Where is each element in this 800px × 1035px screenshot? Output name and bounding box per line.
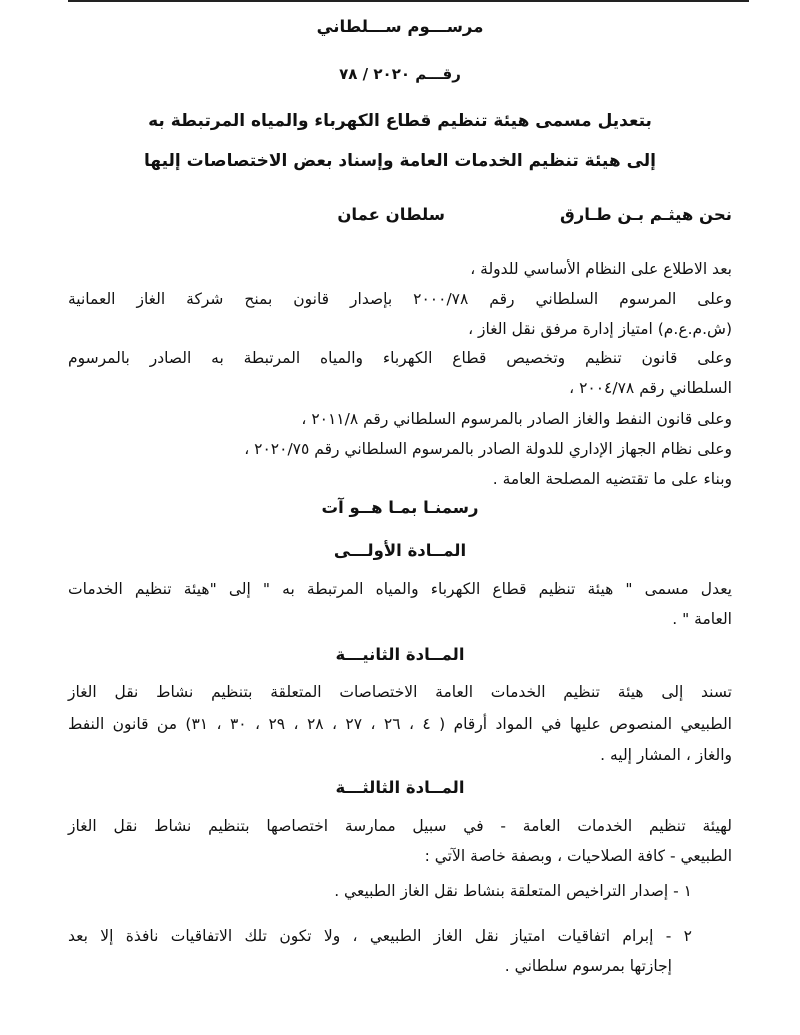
article-3-item-continued: إجازتها بمرسوم سلطاني .	[504, 957, 672, 975]
article-3-line: لهيئة تنظيم الخدمات العامة - في سبيل ممارسة اختصاصها بتنظيم نشاط نقل الغاز	[68, 817, 732, 835]
preamble-line: وعلى نظام الجهاز الإداري للدولة الصادر بالمرسوم السلطاني رقم ٢٠٢٠/٧٥ ،	[244, 440, 732, 458]
article-3-item: ١ - إصدار التراخيص المتعلقة بنشاط نقل الغاز الطبيعي .	[334, 882, 692, 900]
decree-heading: رسمنـا بمـا هــو آت	[321, 498, 479, 517]
article-3-heading: المــادة الثالثـــة	[335, 778, 465, 797]
article-3-item: ٢ - إبرام اتفاقيات امتياز نقل الغاز الطبيعي ، ولا تكون تلك الاتفاقيات نافذة إلا بعد	[68, 927, 692, 945]
article-2-heading: المــادة الثانيـــة	[335, 645, 465, 664]
preamble-line: وعلى قانون النفط والغاز الصادر بالمرسوم السلطاني رقم ٢٠١١/٨ ،	[301, 410, 732, 428]
article-3-line: الطبيعي - كافة الصلاحيات ، وبصفة خاصة الآتي :	[424, 847, 732, 865]
decree-title: مرســـوم ســـلطاني	[316, 17, 484, 36]
issuer-name: نحن هيثـم بـن طـارق	[560, 205, 732, 224]
article-2-line: تسند إلى هيئة تنظيم الخدمات العامة الاختصاصات المتعلقة بتنظيم نشاط نقل الغاز	[68, 683, 732, 701]
preamble-line: وعلى قانون تنظيم وتخصيص قطاع الكهرباء والمياه المرتبطة به الصادر بالمرسوم	[68, 349, 732, 367]
article-1-line: العامة " .	[672, 610, 732, 628]
article-2-line: والغاز ، المشار إليه .	[600, 746, 732, 764]
article-1-line: يعدل مسمى " هيئة تنظيم قطاع الكهرباء والمياه المرتبطة به " إلى "هيئة تنظيم الخدمات	[68, 580, 732, 598]
article-2-line: الطبيعي المنصوص عليها في المواد أرقام ( ٤ ، ٢٦ ، ٢٧ ، ٢٨ ، ٢٩ ، ٣٠ ، ٣١) من قانون النفط	[68, 715, 732, 733]
subject-line-1: بتعديل مسمى هيئة تنظيم قطاع الكهرباء والمياه المرتبطة به	[148, 111, 652, 131]
preamble-line: (ش.م.ع.م) امتياز إدارة مرفق نقل الغاز ،	[468, 320, 732, 338]
preamble-line: وبناء على ما تقتضيه المصلحة العامة .	[492, 470, 732, 488]
article-1-heading: المــادة الأولـــى	[333, 541, 467, 560]
issuer-title: سلطان عمان	[337, 205, 445, 224]
preamble-line: وعلى المرسوم السلطاني رقم ٢٠٠٠/٧٨ بإصدار قانون بمنح شركة الغاز العمانية	[68, 290, 732, 308]
subject-line-2: إلى هيئة تنظيم الخدمات العامة وإسناد بعض الاختصاصات إليها	[144, 151, 656, 171]
preamble-line: بعد الاطلاع على النظام الأساسي للدولة ،	[470, 260, 732, 278]
decree-number: رقـــم ٢٠٢٠ / ٧٨	[339, 65, 461, 83]
preamble-line: السلطاني رقم ٢٠٠٤/٧٨ ،	[569, 379, 732, 397]
